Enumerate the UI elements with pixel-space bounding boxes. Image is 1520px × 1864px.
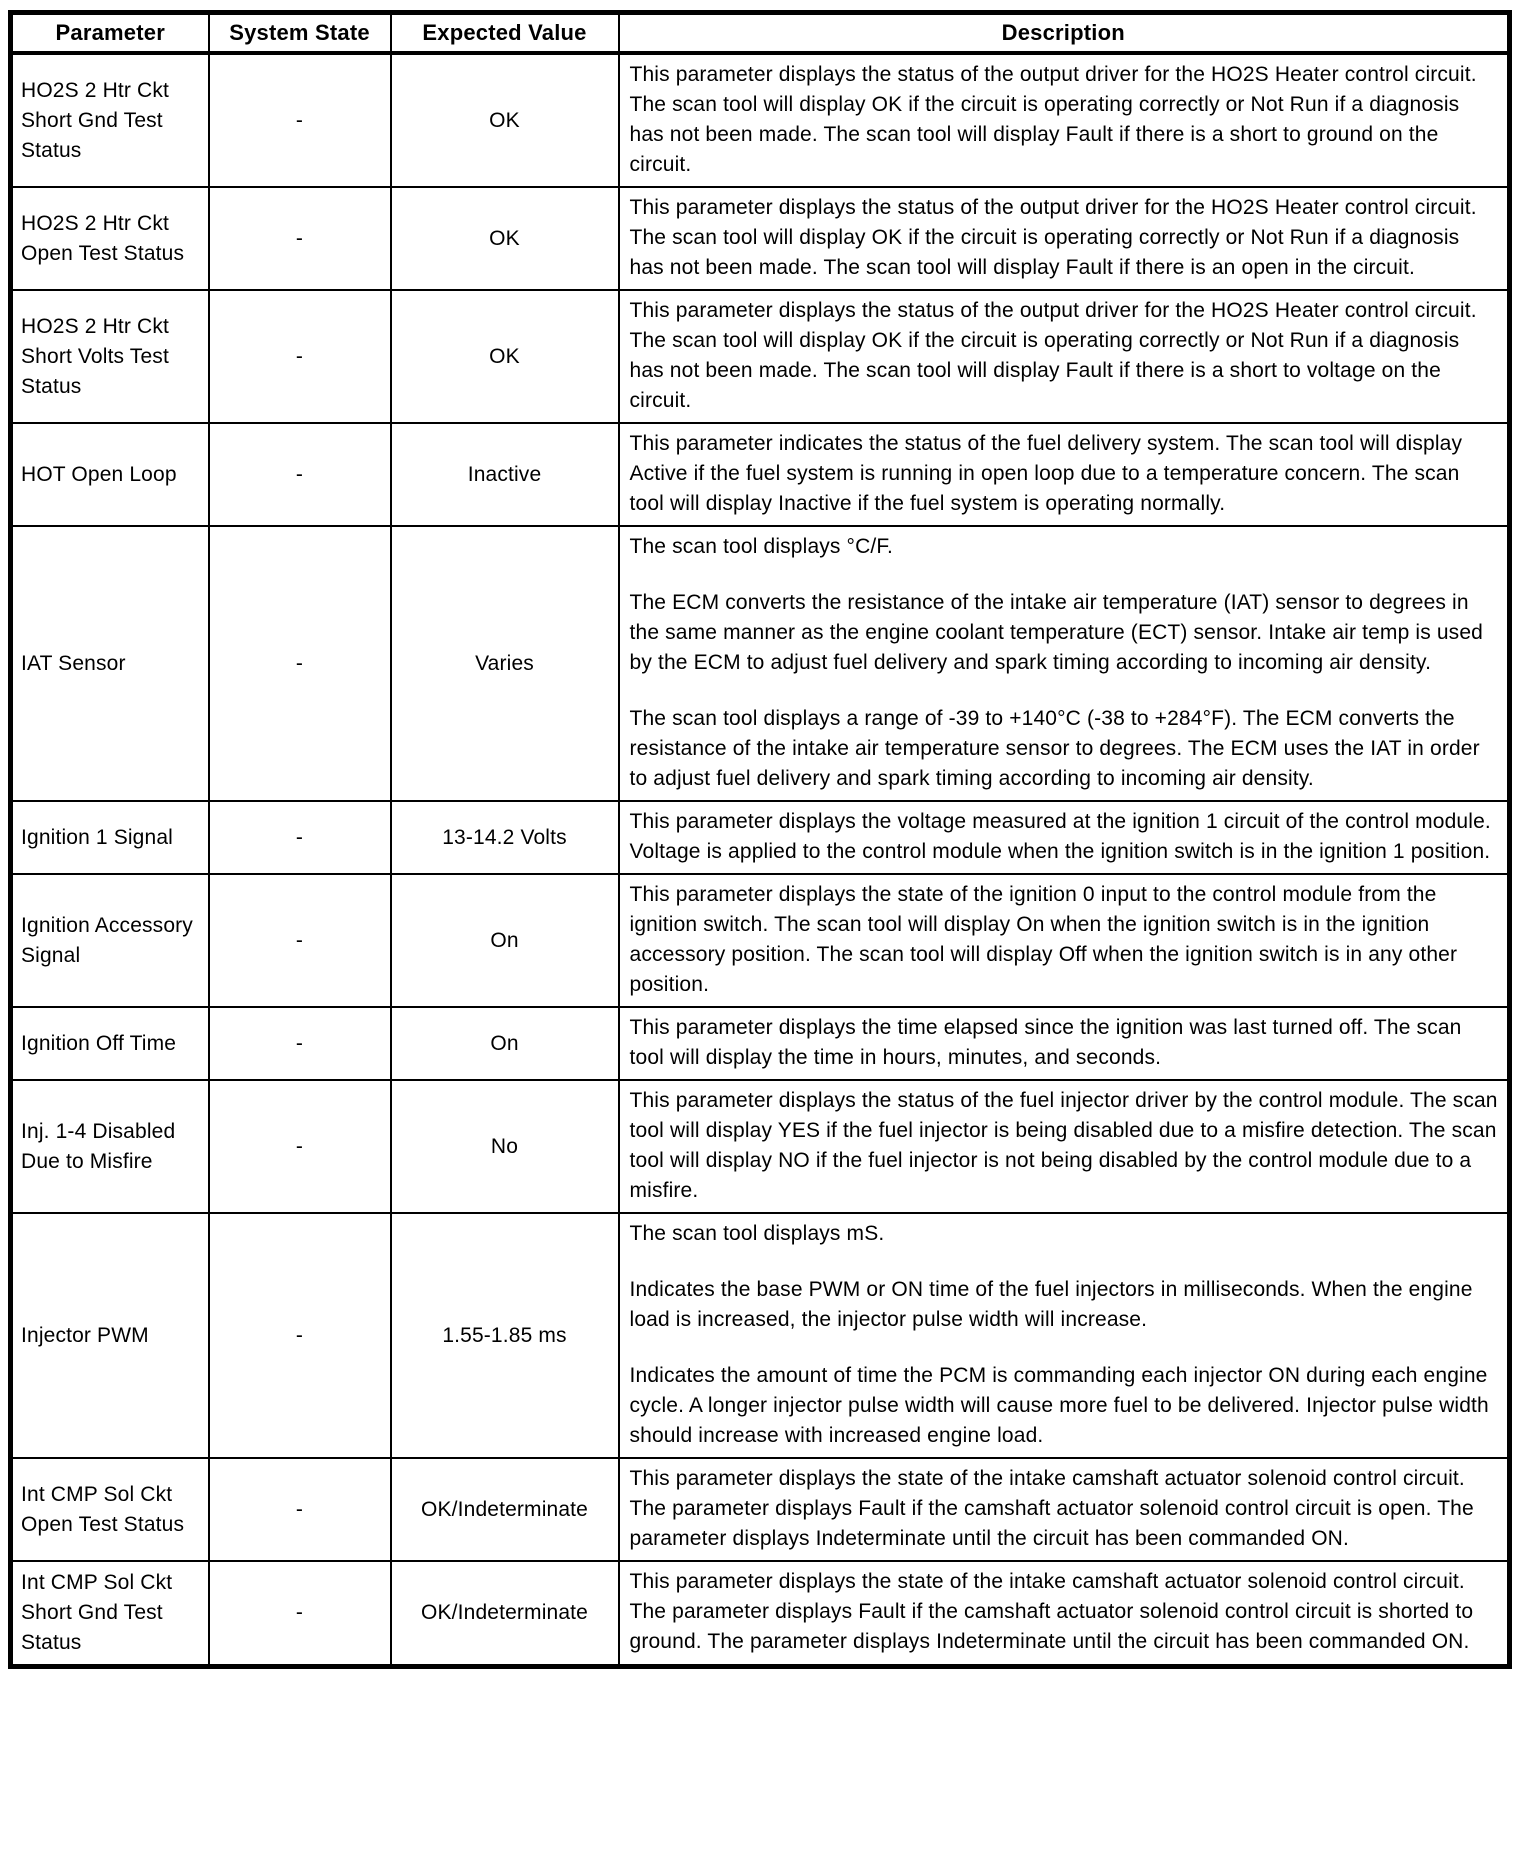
parameter-cell: HO2S 2 Htr Ckt Short Gnd Test Status xyxy=(11,53,209,187)
description-cell xyxy=(619,1561,1510,1667)
table-row xyxy=(11,423,1510,526)
column-header-description: Description xyxy=(619,13,1510,54)
description-paragraph: The scan tool displays °C/F. xyxy=(629,535,894,558)
parameter-cell: HO2S 2 Htr Ckt Open Test Status xyxy=(11,187,209,290)
description-paragraph: This parameter displays the time elapsed since the ignition was last turned off. The scan tool will display the time in hours, minutes, and seconds. xyxy=(629,1016,1462,1069)
description-paragraph: The scan tool displays a range of -39 to +140°C (-38 to +284°F). The ECM converts the resistance of the intake air temperature sensor to degrees. The ECM uses the IAT in order to adjust fuel delivery and spark timing according to incoming air density. xyxy=(629,707,1480,790)
expected-value-cell: OK xyxy=(391,53,619,187)
description-cell xyxy=(619,874,1510,1007)
column-header-expected-value: Expected Value xyxy=(391,13,619,54)
description-paragraph: The scan tool displays mS. xyxy=(629,1222,885,1245)
system-state-cell: - xyxy=(209,1007,391,1080)
description-paragraph: This parameter displays the status of the output driver for the HO2S Heater control circuit. The scan tool will display OK if the circuit is operating correctly or Not Run if a diagnosis has not been made. The scan tool will display Fault if there is a short to ground on the circuit. xyxy=(629,63,1477,176)
system-state-cell: - xyxy=(209,801,391,874)
description-paragraph: This parameter indicates the status of the fuel delivery system. The scan tool will display Active if the fuel system is running in open loop due to a temperature concern. The scan tool will display Inactive if the fuel system is operating normally. xyxy=(629,432,1463,515)
system-state-cell: - xyxy=(209,1213,391,1458)
description-paragraph: Indicates the base PWM or ON time of the fuel injectors in milliseconds. When the engine load is increased, the injector pulse width will increase. xyxy=(629,1278,1473,1331)
table-row xyxy=(11,1007,1510,1080)
parameter-cell: Int CMP Sol Ckt Short Gnd Test Status xyxy=(11,1561,209,1667)
description-paragraph: This parameter displays the state of the ignition 0 input to the control module from the ignition switch. The scan tool will display On when the ignition switch is in the ignition accessory position. The scan tool will display Off when the ignition switch is in any other position. xyxy=(629,883,1458,996)
parameter-cell: Ignition 1 Signal xyxy=(11,801,209,874)
description-cell xyxy=(619,801,1510,874)
expected-value-cell: 1.55-1.85 ms xyxy=(391,1213,619,1458)
column-header-parameter: Parameter xyxy=(11,13,209,54)
system-state-cell: - xyxy=(209,290,391,423)
description-cell xyxy=(619,423,1510,526)
table-row xyxy=(11,187,1510,290)
expected-value-cell: OK/Indeterminate xyxy=(391,1458,619,1561)
expected-value-cell: On xyxy=(391,874,619,1007)
description-paragraph: This parameter displays the state of the intake camshaft actuator solenoid control circuit. The parameter displays Fault if the camshaft actuator solenoid control circuit is open. The parameter displays Indeterminate until the circuit has been commanded ON. xyxy=(629,1467,1474,1550)
table-row xyxy=(11,874,1510,1007)
table-body xyxy=(11,53,1510,1667)
parameter-cell: Ignition Accessory Signal xyxy=(11,874,209,1007)
expected-value-cell: 13-14.2 Volts xyxy=(391,801,619,874)
expected-value-cell: OK xyxy=(391,290,619,423)
system-state-cell: - xyxy=(209,1458,391,1561)
parameter-cell: Int CMP Sol Ckt Open Test Status xyxy=(11,1458,209,1561)
description-paragraph: This parameter displays the voltage measured at the ignition 1 circuit of the control module. Voltage is applied to the control module when the ignition switch is in the ignition 1 position. xyxy=(629,810,1491,863)
description-cell xyxy=(619,1007,1510,1080)
table-row xyxy=(11,1080,1510,1213)
expected-value-cell: OK xyxy=(391,187,619,290)
parameter-cell: Ignition Off Time xyxy=(11,1007,209,1080)
table-header-row xyxy=(11,13,1510,54)
system-state-cell: - xyxy=(209,187,391,290)
system-state-cell: - xyxy=(209,526,391,801)
description-paragraph: This parameter displays the status of the output driver for the HO2S Heater control circuit. The scan tool will display OK if the circuit is operating correctly or Not Run if a diagnosis has not been made. The scan tool will display Fault if there is an open in the circuit. xyxy=(629,196,1477,279)
system-state-cell: - xyxy=(209,874,391,1007)
description-paragraph: This parameter displays the state of the intake camshaft actuator solenoid control circuit. The parameter displays Fault if the camshaft actuator solenoid control circuit is shorted to ground. The parameter displays Indeterminate until the circuit has been commanded ON. xyxy=(629,1570,1474,1653)
parameter-cell: HO2S 2 Htr Ckt Short Volts Test Status xyxy=(11,290,209,423)
system-state-cell: - xyxy=(209,53,391,187)
description-paragraph: The ECM converts the resistance of the intake air temperature (IAT) sensor to degrees in the same manner as the engine coolant temperature (ECT) sensor. Intake air temp is used by the ECM to adjust fuel delivery and spark timing according to incoming air density. xyxy=(629,591,1483,674)
parameter-cell: Inj. 1-4 Disabled Due to Misfire xyxy=(11,1080,209,1213)
scan-tool-parameter-table xyxy=(8,10,1512,1669)
description-paragraph: This parameter displays the status of the output driver for the HO2S Heater control circuit. The scan tool will display OK if the circuit is operating correctly or Not Run if a diagnosis has not been made. The scan tool will display Fault if there is a short to voltage on the circuit. xyxy=(629,299,1477,412)
expected-value-cell: On xyxy=(391,1007,619,1080)
description-cell xyxy=(619,290,1510,423)
system-state-cell: - xyxy=(209,1080,391,1213)
parameter-cell: HOT Open Loop xyxy=(11,423,209,526)
parameter-cell: IAT Sensor xyxy=(11,526,209,801)
system-state-cell: - xyxy=(209,423,391,526)
expected-value-cell: OK/Indeterminate xyxy=(391,1561,619,1667)
table-row xyxy=(11,801,1510,874)
description-cell xyxy=(619,526,1510,801)
column-header-system-state: System State xyxy=(209,13,391,54)
parameter-cell: Injector PWM xyxy=(11,1213,209,1458)
expected-value-cell: Varies xyxy=(391,526,619,801)
table-row xyxy=(11,53,1510,187)
description-cell xyxy=(619,1213,1510,1458)
table-row xyxy=(11,290,1510,423)
table-row xyxy=(11,1458,1510,1561)
expected-value-cell: No xyxy=(391,1080,619,1213)
table-row xyxy=(11,1561,1510,1667)
description-paragraph: Indicates the amount of time the PCM is commanding each injector ON during each engine cycle. A longer injector pulse width will cause more fuel to be delivered. Injector pulse width should increase with increased engine load. xyxy=(629,1364,1489,1447)
description-cell xyxy=(619,53,1510,187)
description-paragraph: This parameter displays the status of the fuel injector driver by the control module. The scan tool will display YES if the fuel injector is being disabled due to a misfire detection. The scan tool will display NO if the fuel injector is not being disabled by the control module due to a misfire. xyxy=(629,1089,1498,1202)
table-row xyxy=(11,526,1510,801)
table-row xyxy=(11,1213,1510,1458)
description-cell xyxy=(619,1458,1510,1561)
description-cell xyxy=(619,187,1510,290)
system-state-cell: - xyxy=(209,1561,391,1667)
description-cell xyxy=(619,1080,1510,1213)
expected-value-cell: Inactive xyxy=(391,423,619,526)
